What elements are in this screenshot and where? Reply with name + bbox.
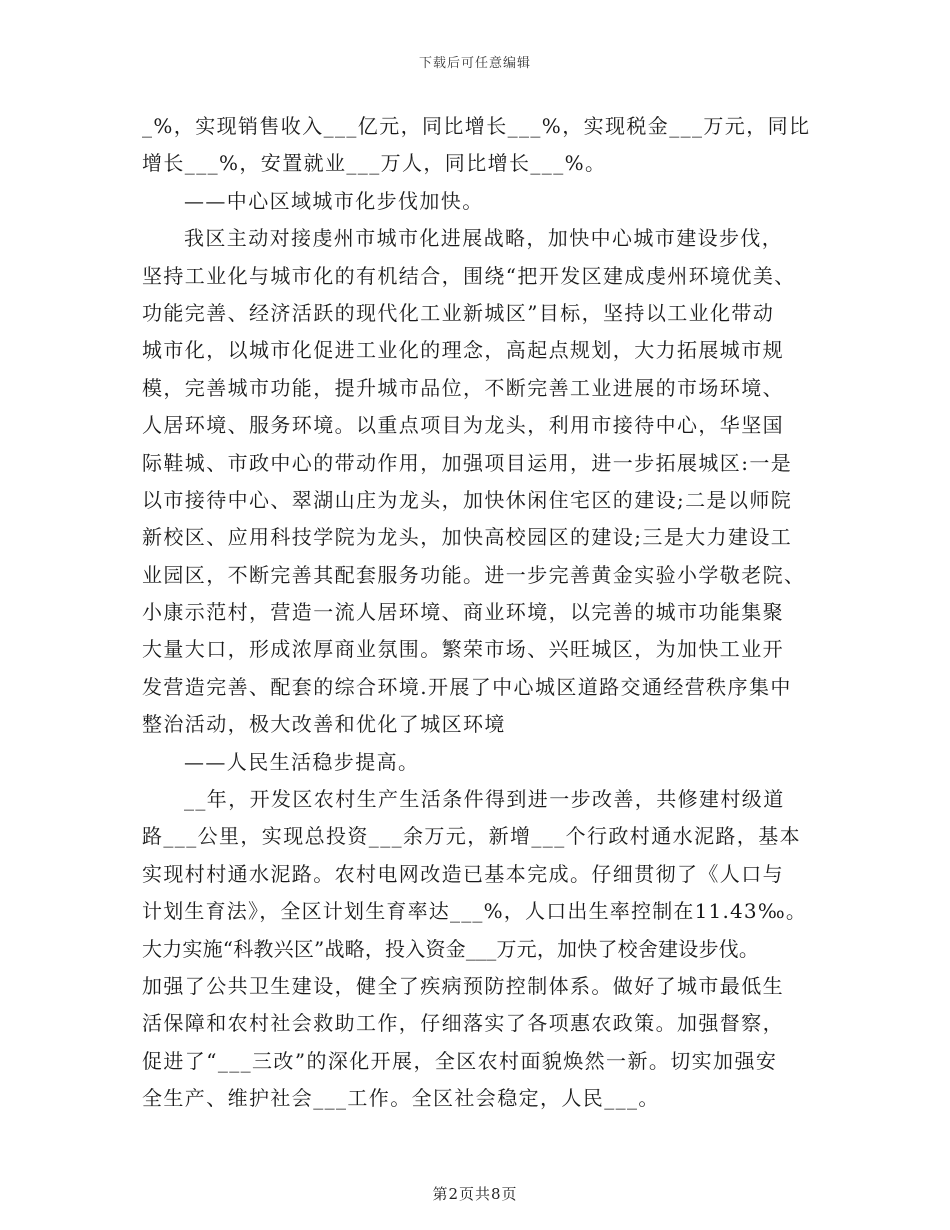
page-header: 下载后可任意编辑 [418,56,531,71]
text-line: _%，实现销售收入___亿元，同比增长___%，实现税金___万元，同比 [142,114,811,138]
text-line: 坚持工业化与城市化的有机结合，围绕“把开发区建成虔州环境优美、 [142,263,796,288]
text-line: 发营造完善、配套的综合环境.开展了中心城区道路交通经营秩序集中 [142,674,792,699]
text-line: 小康示范村，营造一流人居环境、商业环境，以完善的城市功能集聚 [142,600,784,625]
text-line: 增长___%，安置就业___万人，同比增长___%。 [142,151,607,176]
text-line: ——中心区域城市化步伐加快。 [184,188,484,213]
text-line: 业园区，不断完善其配套服务功能。进一步完善黄金实验小学敬老院、 [142,562,806,587]
text-line: 促进了“___三改”的深化开展，全区农村面貌焕然一新。切实加强安 [142,1048,778,1073]
text-line: __年，开发区农村生产生活条件得到进一步改善，共修建村级道 [184,787,785,812]
text-line: 新校区、应用科技学院为龙头，加快高校园区的建设;三是大力建设工 [142,525,793,550]
text-line: 路___公里，实现总投资___余万元，新增___个行政村通水泥路，基本 [142,824,801,849]
text-line: 加强了公共卫生建设，健全了疾病预防控制体系。做好了城市最低生 [142,973,784,998]
text-line: 模，完善城市功能，提升城市品位，不断完善工业进展的市场环境、 [142,375,784,400]
text-line: 人居环境、服务环境。以重点项目为龙头，利用市接待中心，华坚国 [142,413,784,438]
text-line: 大量大口，形成浓厚商业氛围。繁荣市场、兴旺城区，为加快工业开 [142,637,784,662]
page-footer: 第2页共8页 [432,1185,518,1203]
document-body [142,108,810,1118]
text-line: 功能完善、经济活跃的现代化工业新城区”目标，坚持以工业化带动 [142,300,775,325]
text-line: 际鞋城、市政中心的带动作用，加强项目运用，进一步拓展城区:一是 [142,450,793,475]
text-line: 我区主动对接虔州市城市化进展战略，加快中心城市建设步伐， [184,226,784,251]
text-line: 以市接待中心、翠湖山庄为龙头，加快休闲住宅区的建设;二是以师院 [142,487,793,512]
text-line: 整治活动，极大改善和优化了城区环境 [142,712,506,737]
text-line: 全生产、维护社会___工作。全区社会稳定，人民___。 [142,1086,660,1111]
text-line: 计划生育法》，全区计划生育率达___%，人口出生率控制在11.43‰。 [142,899,808,924]
text-line: 活保障和农村社会救助工作，仔细落实了各项惠农政策。加强督察， [142,1011,784,1036]
text-line: 大力实施“科教兴区”战略，投入资金___万元，加快了校舍建设步伐。 [142,936,760,961]
text-line: ——人民生活稳步提高。 [184,749,420,774]
text-line: 实现村村通水泥路。农村电网改造已基本完成。仔细贯彻了《人口与 [142,861,784,886]
text-line: 城市化，以城市化促进工业化的理念，高起点规划，大力拓展城市规 [142,338,784,363]
